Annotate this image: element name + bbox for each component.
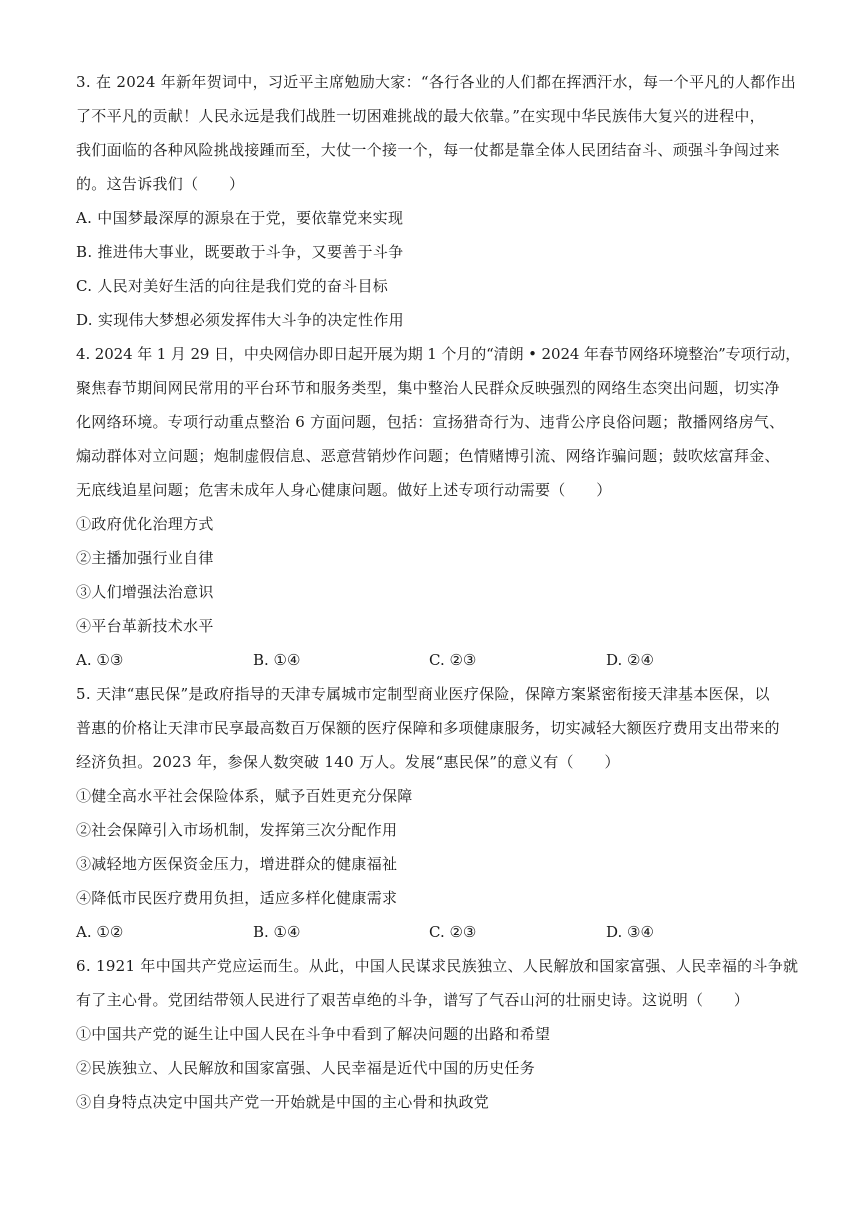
question-6-statement-3: ③自身特点决定中国共产党一开始就是中国的主心骨和执政党 (76, 1093, 490, 1111)
question-4-statement-4: ④平台革新技术水平 (76, 617, 214, 635)
question-3-stem-line: 了不平凡的贡献！人民永远是我们战胜一切困难挑战的最大依靠。”在实现中华民族伟大复兴的进程中， (76, 107, 765, 125)
question-6-statement-1: ①中国共产党的诞生让中国人民在斗争中看到了解决问题的出路和希望 (76, 1025, 551, 1043)
question-6-stem-line: 有了主心骨。党团结带领人民进行了艰苦卓绝的斗争，谱写了气吞山河的壮丽史诗。这说明（ ） (76, 991, 750, 1009)
question-4-statement-3: ③人们增强法治意识 (76, 583, 214, 601)
question-4-stem-line: 化网络环境。专项行动重点整治 6 方面问题，包括：宣扬猎奇行为、违背公序良俗问题；散播网络房气、 (76, 413, 785, 431)
question-5-option-d[interactable]: D. ③④ (606, 923, 654, 941)
question-3-choice-c[interactable]: C. 人民对美好生活的向往是我们党的奋斗目标 (76, 277, 389, 295)
question-5-statement-3: ③减轻地方医保资金压力，增进群众的健康福祉 (76, 855, 398, 873)
question-4-stem-line: 煽动群体对立问题；炮制虚假信息、恶意营销炒作问题；色情赌博引流、网络诈骗问题；鼓吹炫富拜金、 (76, 447, 780, 465)
question-5-option-c[interactable]: C. ②③ (429, 923, 477, 941)
question-5-stem-line: 经济负担。2023 年，参保人数突破 140 万人。发展“惠民保”的意义有（ ） (76, 753, 620, 771)
question-5-stem-line: 5. 天津“惠民保”是政府指导的天津专属城市定制型商业医疗保险，保障方案紧密衔接天津基本医保，以 (76, 685, 770, 703)
question-5-statement-2: ②社会保障引入市场机制，发挥第三次分配作用 (76, 821, 398, 839)
question-3-stem-line: 3. 在 2024 年新年贺词中，习近平主席勉励大家：“各行各业的人们都在挥洒汗水，每一个平凡的人都作出 (76, 73, 797, 91)
question-4-stem-line: 聚焦春节期间网民常用的平台环节和服务类型，集中整治人民群众反映强烈的网络生态突出问题，切实净 (76, 379, 780, 397)
question-4-stem-line: 无底线追星问题；危害未成年人身心健康问题。做好上述专项行动需要（ ） (76, 481, 612, 499)
question-5-option-b[interactable]: B. ①④ (253, 923, 301, 941)
question-4-option-d[interactable]: D. ②④ (606, 651, 654, 669)
question-4-option-a[interactable]: A. ①③ (76, 651, 124, 669)
question-3-stem-line: 的。这告诉我们（ ） (76, 175, 245, 193)
question-3-stem-line: 我们面临的各种风险挑战接踵而至，大仗一个接一个，每一仗都是靠全体人民团结奋斗、顽强斗争闯过来 (76, 141, 780, 159)
question-4-option-b[interactable]: B. ①④ (253, 651, 301, 669)
question-4-option-c[interactable]: C. ②③ (429, 651, 477, 669)
question-3-choice-a[interactable]: A. 中国梦最深厚的源泉在于党，要依靠党来实现 (76, 209, 404, 227)
question-6-statement-2: ②民族独立、人民解放和国家富强、人民幸福是近代中国的历史任务 (76, 1059, 536, 1077)
question-5-statement-1: ①健全高水平社会保险体系，赋予百姓更充分保障 (76, 787, 413, 805)
question-4-statement-1: ①政府优化治理方式 (76, 515, 214, 533)
question-5-statement-4: ④降低市民医疗费用负担，适应多样化健康需求 (76, 889, 398, 907)
question-4-statement-2: ②主播加强行业自律 (76, 549, 214, 567)
question-4-stem-line: 4. 2024 年 1 月 29 日，中央网信办即日起开展为期 1 个月的“清朗 • 2024 年春节网络环境整治”专项行动， (76, 345, 801, 363)
question-5-option-a[interactable]: A. ①② (76, 923, 124, 941)
question-3-choice-b[interactable]: B. 推进伟大事业，既要敢于斗争，又要善于斗争 (76, 243, 404, 261)
question-6-stem-line: 6. 1921 年中国共产党应运而生。从此，中国人民谋求民族独立、人民解放和国家富强、人民幸福的斗争就 (76, 957, 799, 975)
question-3-choice-d[interactable]: D. 实现伟大梦想必须发挥伟大斗争的决定性作用 (76, 311, 404, 329)
question-5-stem-line: 普惠的价格让天津市民享最高数百万保额的医疗保障和多项健康服务，切实减轻大额医疗费用支出带来的 (76, 719, 780, 737)
